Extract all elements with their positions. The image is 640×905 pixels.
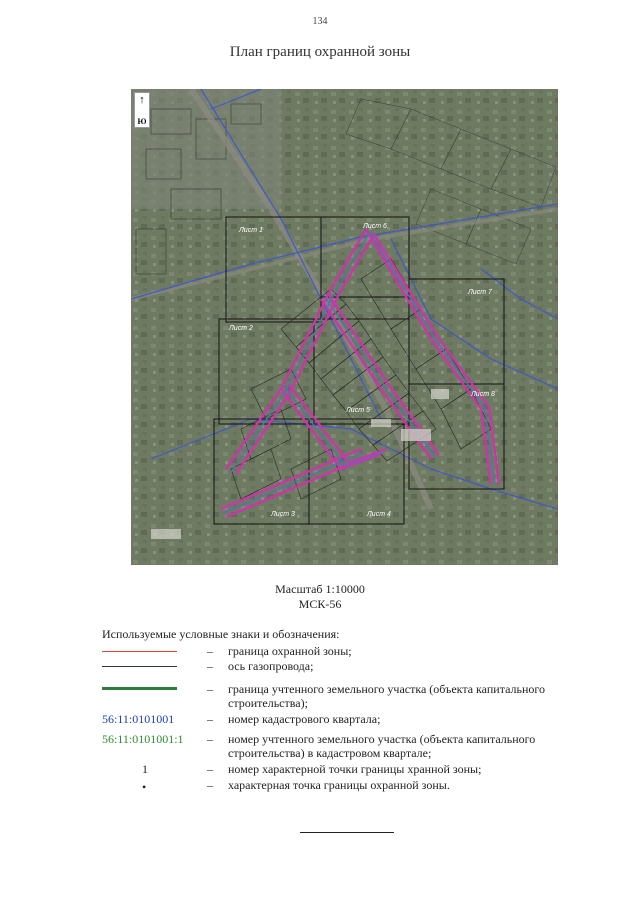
legend-heading: Используемые условные знаки и обозначения: [102,627,340,641]
sheet-label-7: Лист 7 [468,289,492,296]
legend-item-pipeline-axis [102,659,602,679]
legend-dash: – [207,712,213,726]
legend-description: номер характерной точки границы хранной зоны; [228,762,482,776]
sheet-label-1: Лист 1 [239,227,263,234]
legend-symbol [102,732,212,748]
red-line-symbol [102,651,177,652]
sheet-label-6: Лист 6 [363,223,387,230]
legend-dash: – [207,682,213,696]
footer-rule [300,832,394,833]
legend-dash: – [207,659,213,673]
north-arrow-icon: ↑ [139,94,145,106]
sheet-label-5: Лист 5 [346,407,370,414]
map-image [131,89,558,565]
legend-symbol [102,778,212,794]
legend-dash: – [207,762,213,776]
cadastral-quarter-code: 56:11:0101001 [102,712,175,726]
legend-symbol [102,762,212,778]
legend-item-point [102,778,602,798]
plan-title: План границ охранной зоны [229,44,411,60]
parcel-number-code: 56:11:0101001:1 [102,732,184,746]
legend-symbol [102,659,212,675]
legend-item-parcel-number [102,732,602,762]
legend-dash: – [207,644,213,658]
sheet-label-4: Лист 4 [367,511,391,518]
green-line-symbol [102,687,177,690]
dark-line-symbol [102,666,177,667]
legend-description: номер учтенного земельного участка (объекта капитального строительства) в кадастровом квартале; [228,732,536,760]
north-letter: Ю [137,117,147,126]
legend-description: ось газопровода; [228,659,314,673]
point-dot-icon: • [142,780,147,794]
legend-dash: – [207,732,213,746]
legend-description: граница охранной зоны; [228,644,352,658]
legend-description: номер кадастрового квартала; [228,712,381,726]
legend-symbol [102,644,212,660]
point-number-symbol: 1 [142,762,148,776]
sheet-label-2: Лист 2 [229,325,253,332]
sheet-label-3: Лист 3 [271,511,295,518]
legend-description: характерная точка границы охранной зоны. [228,778,450,792]
legend-description: граница учтенного земельного участка (объекта капитального строительства); [228,682,546,710]
legend-dash: – [207,778,213,792]
legend-item-cadastral-quarter [102,712,602,732]
legend-item-land-parcel [102,682,602,712]
north-arrow-box [134,92,150,128]
page-number: 134 [312,16,328,27]
scale-label: Масштаб 1:10000 [275,582,365,596]
sheet-label-8: Лист 8 [471,391,495,398]
legend-symbol [102,712,212,728]
legend-symbol [102,682,212,698]
crs-label: МСК-56 [298,597,342,611]
